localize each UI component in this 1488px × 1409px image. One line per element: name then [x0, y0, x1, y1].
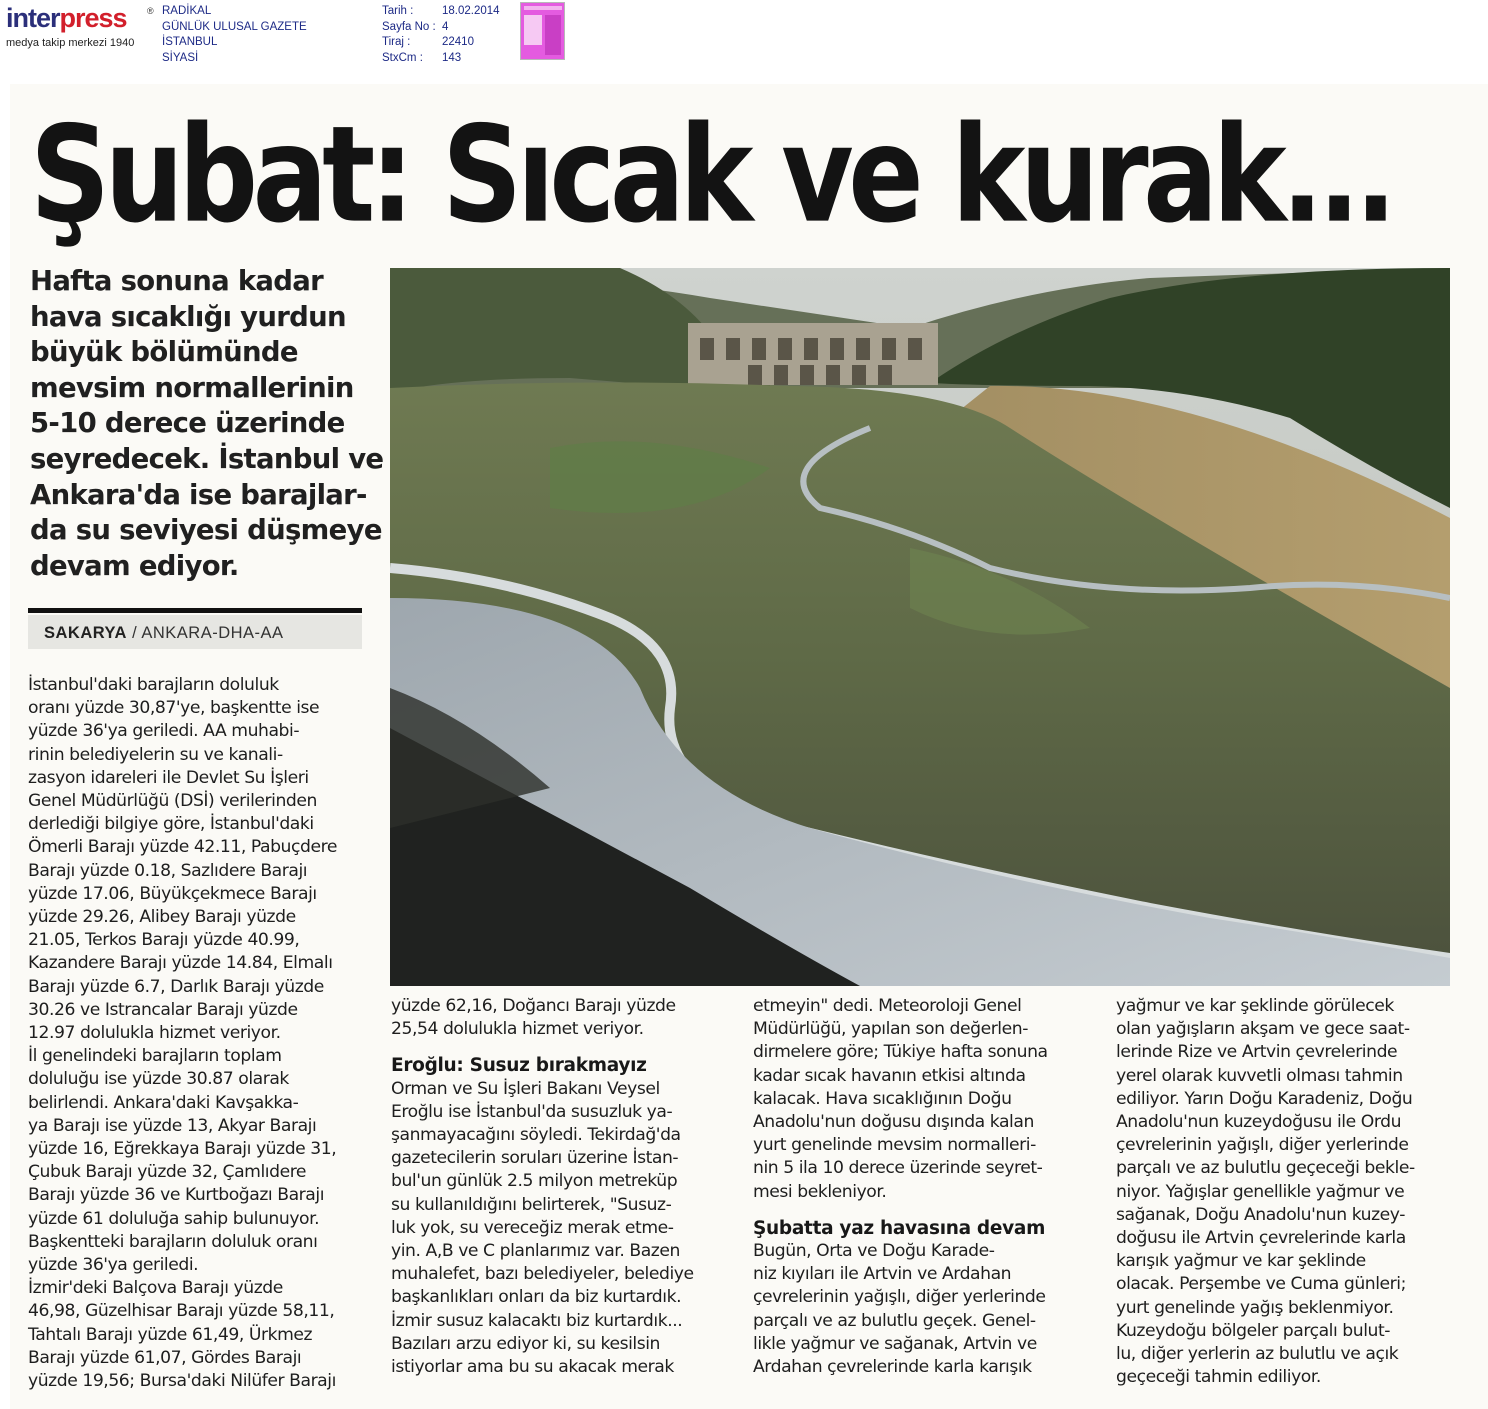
text-line: Anadolu'nun doğusu dışında kalan [753, 1112, 1034, 1133]
lead-line: devam ediyor. [30, 549, 239, 582]
meta-label-page: Sayfa No : [382, 20, 436, 33]
text-line: geçeceği tahmin ediliyor. [1116, 1367, 1321, 1388]
text-line: İzmir susuz kalacaktı biz kurtardık... [391, 1310, 683, 1331]
byline-rule [28, 608, 362, 613]
text-line: Eroğlu ise İstanbul'da susuzluk ya- [391, 1101, 673, 1122]
logo-text-press: press [59, 3, 127, 33]
text-line: gazetecilerin soruları üzerine İstan- [391, 1148, 679, 1169]
logo-text-inter: inter [6, 3, 60, 33]
text-line: yin. A,B ve C planlarımız var. Bazen [391, 1241, 680, 1262]
text-line: kalacak. Hava sıcaklığının Doğu [753, 1088, 1012, 1109]
text-line: olan yağışların akşam ve gece saat- [1116, 1019, 1410, 1040]
text-line: doluluğu ise yüzde 30.87 olarak [28, 1069, 289, 1090]
text-line: yüzde 36'ya geriledi. AA muhabi- [28, 721, 300, 742]
text-line: yağmur ve kar şeklinde görülecek [1116, 996, 1394, 1016]
text-line: yerel olarak kuvvetli olması tahmin [1116, 1065, 1403, 1086]
text-line: İl genelindeki barajların toplam [28, 1046, 282, 1067]
byline-agencies: ANKARA-DHA-AA [141, 624, 284, 642]
text-line: 12.97 dolulukla hizmet veriyor. [28, 1023, 281, 1044]
text-line: Bugün, Orta ve Doğu Karade- [753, 1241, 995, 1262]
meta-values [442, 4, 500, 66]
text-line: 46,98, Güzelhisar Barajı yüzde 58,11, [28, 1301, 335, 1322]
spacer [753, 1204, 1048, 1217]
lead-paragraph [30, 264, 384, 584]
text-line: lerinde Rize ve Artvin çevrelerinde [1116, 1042, 1398, 1063]
text-line: rinin belediyelerin su ve kanali- [28, 744, 283, 765]
text-line: İstanbul'daki barajların doluluk [28, 675, 279, 695]
text-line: yüzde 17.06, Büyükçekmece Barajı [28, 883, 317, 904]
meta-label-stxcm: StxCm : [382, 51, 423, 64]
headline: Şubat: Sıcak ve kurak... [30, 97, 1392, 253]
text-line: likle yağmur ve sağanak, Artvin ve [753, 1333, 1037, 1354]
text-line: parçalı ve az bulutlu geçeceği bekle- [1116, 1158, 1415, 1179]
text-line: yüzde 36'ya geriledi. [28, 1255, 199, 1276]
reservoir-photo [390, 268, 1450, 986]
meta-label-circulation: Tiraj : [382, 36, 411, 48]
text-line: İzmir'deki Balçova Barajı yüzde [28, 1278, 283, 1299]
text-line: doğusu ile Artvin çevrelerinde karla [1116, 1228, 1406, 1249]
text-line: Barajı yüzde 61,07, Gördes Barajı [28, 1347, 302, 1368]
text-line: başkanlıkları onları da biz kurtardık. [391, 1287, 682, 1308]
meta-label-date: Tarih : [382, 5, 414, 17]
clipping-header [0, 0, 1488, 64]
text-line: yüzde 62,16, Doğancı Barajı yüzde [391, 996, 676, 1016]
text-line: karışık yağmur ve kar şeklinde [1116, 1251, 1366, 1272]
thumbnail-block [524, 15, 542, 45]
text-line: derlediği bilgiye göre, İstanbul'daki [28, 814, 314, 835]
text-line: yüzde 16, Eğrekkaya Barajı yüzde 31, [28, 1139, 337, 1160]
text-line: ediliyor. Yarın Doğu Karadeniz, Doğu [1116, 1088, 1413, 1109]
text-line: Kazandere Barajı yüzde 14.84, Elmalı [28, 953, 333, 974]
text-line: 21.05, Terkos Barajı yüzde 40.99, [28, 930, 300, 951]
text-line: olacak. Perşembe ve Cuma günleri; [1116, 1274, 1406, 1295]
text-line: yüzde 29.26, Alibey Barajı yüzde [28, 907, 296, 928]
text-line: Anadolu'nun kuzeydoğusu ile Ordu [1116, 1112, 1402, 1133]
text-line: Ömerli Barajı yüzde 42.11, Pabuçdere [28, 837, 337, 858]
text-line: etmeyin" dedi. Meteoroloji Genel [753, 996, 1022, 1016]
lead-line: 5-10 derece üzerinde [30, 407, 345, 440]
text-line: dirmelere göre; Tükiye hafta sonuna [753, 1042, 1048, 1063]
interpress-logo [6, 4, 154, 48]
registered-mark: ® [147, 6, 154, 16]
text-line: Barajı yüzde 0.18, Sazlıdere Barajı [28, 860, 308, 881]
text-line: Müdürlüğü, yapılan son değerlen- [753, 1019, 1028, 1040]
text-line: su kullanıldığını belirterek, "Susuz- [391, 1194, 672, 1215]
text-line: luk yok, su vereceğiz merak etme- [391, 1217, 674, 1238]
publication-info [162, 4, 307, 66]
text-line: çevrelerinin yağışlı, diğer yerlerinde [1116, 1135, 1409, 1156]
text-line: yurt genelinde yağış beklenmiyor. [1116, 1297, 1394, 1318]
body-column-4 [1116, 995, 1415, 1389]
lead-line: seyredecek. İstanbul ve [30, 442, 384, 475]
lead-line: hava sıcaklığı yurdun [30, 300, 346, 333]
text-line: oranı yüzde 30,87'ye, başkentte ise [28, 698, 320, 719]
byline [28, 615, 362, 649]
text-line: sağanak, Doğu Anadolu'nun kuzey- [1116, 1204, 1405, 1225]
text-line: Genel Müdürlüğü (DSİ) verilerinden [28, 791, 317, 812]
subheading-eroglu: Eroğlu: Susuz bırakmayız [391, 1055, 647, 1077]
lead-line: Hafta sonuna kadar [30, 265, 323, 297]
byline-location: SAKARYA [44, 624, 127, 642]
meta-value-stxcm: 143 [442, 51, 462, 64]
text-line: yurt genelinde mevsim normalleri- [753, 1135, 1036, 1156]
lead-line: da su seviyesi düşmeye [30, 514, 382, 547]
body-column-3 [753, 995, 1048, 1379]
text-line: yüzde 61 doluluğa sahip bulunuyor. [28, 1208, 320, 1229]
lead-line: Ankara'da ise barajlar- [30, 478, 367, 511]
publication-category: SİYASİ [162, 51, 199, 64]
text-line: şanmayacağını söyledi. Tekirdağ'da [391, 1125, 681, 1146]
text-line: parçalı ve az bulutlu geçek. Genel- [753, 1310, 1036, 1331]
lead-line: büyük bölümünde [30, 336, 298, 369]
byline-separator: / [132, 624, 138, 642]
publication-city: İSTANBUL [162, 36, 218, 48]
page-thumbnail[interactable] [520, 2, 565, 60]
text-line: çevrelerinin yağışlı, diğer yerlerinde [753, 1287, 1046, 1308]
text-line: niz kıyıları ile Artvin ve Ardahan [753, 1264, 1012, 1285]
text-line: belirlendi. Ankara'daki Kavşakka- [28, 1092, 299, 1113]
text-line: 30.26 ve Istrancalar Barajı yüzde [28, 999, 298, 1020]
thumbnail-block [545, 15, 561, 55]
text-line: Bazıları arzu ediyor ki, su kesilsin [391, 1333, 660, 1354]
text-line: Çubuk Barajı yüzde 32, Çamlıdere [28, 1162, 307, 1183]
text-line: muhalefet, bazı belediyeler, belediye [391, 1264, 694, 1285]
text-line: mesi bekleniyor. [753, 1181, 887, 1202]
text-line: istiyorlar ama bu su akacak merak [391, 1357, 674, 1378]
text-line: Başkentteki barajların doluluk oranı [28, 1231, 318, 1252]
lead-line: mevsim normallerinin [30, 371, 354, 404]
newspaper-article [10, 84, 1488, 1409]
text-line: nin 5 ila 10 derece üzerinde seyret- [753, 1158, 1043, 1179]
text-line: Tahtalı Barajı yüzde 61,49, Ürkmez [28, 1324, 313, 1345]
text-line: Kuzeydoğu bölgeler parçalı bulut- [1116, 1320, 1391, 1341]
text-line: Barajı yüzde 6.7, Darlık Barajı yüzde [28, 976, 324, 997]
publication-type: GÜNLÜK ULUSAL GAZETE [162, 20, 307, 33]
text-line: bul'un günlük 2.5 milyon metreküp [391, 1171, 678, 1192]
text-line: lu, diğer yerlerin az bulutlu ve açık [1116, 1344, 1399, 1365]
text-line: kadar sıcak havanın etkisi altında [753, 1065, 1026, 1086]
text-line: niyor. Yağışlar genellikle yağmur ve [1116, 1181, 1405, 1202]
publication-name: RADİKAL [162, 5, 212, 17]
text-line: Orman ve Su İşleri Bakanı Veysel [391, 1078, 660, 1099]
text-line: ya Barajı ise yüzde 13, Akyar Barajı [28, 1115, 317, 1136]
thumbnail-block [524, 6, 562, 10]
body-column-2 [391, 995, 694, 1379]
spacer [391, 1041, 694, 1054]
text-line: Ardahan çevrelerinde karla karışık [753, 1357, 1032, 1378]
text-line: zasyon idareleri ile Devlet Su İşleri [28, 767, 309, 788]
meta-value-page: 4 [442, 20, 449, 33]
logo-tagline: medya takip merkezi 1940 [6, 37, 135, 49]
text-line: Barajı yüzde 36 ve Kurtboğazı Barajı [28, 1185, 325, 1206]
subheading-subatta: Şubatta yaz havasına devam [753, 1217, 1046, 1239]
text-line: yüzde 19,56; Bursa'daki Nilüfer Barajı [28, 1371, 336, 1392]
meta-value-date: 18.02.2014 [442, 5, 500, 17]
meta-value-circulation: 22410 [442, 36, 474, 48]
body-column-1 [28, 674, 337, 1393]
text-line: 25,54 dolulukla hizmet veriyor. [391, 1019, 644, 1040]
meta-labels [382, 4, 436, 66]
